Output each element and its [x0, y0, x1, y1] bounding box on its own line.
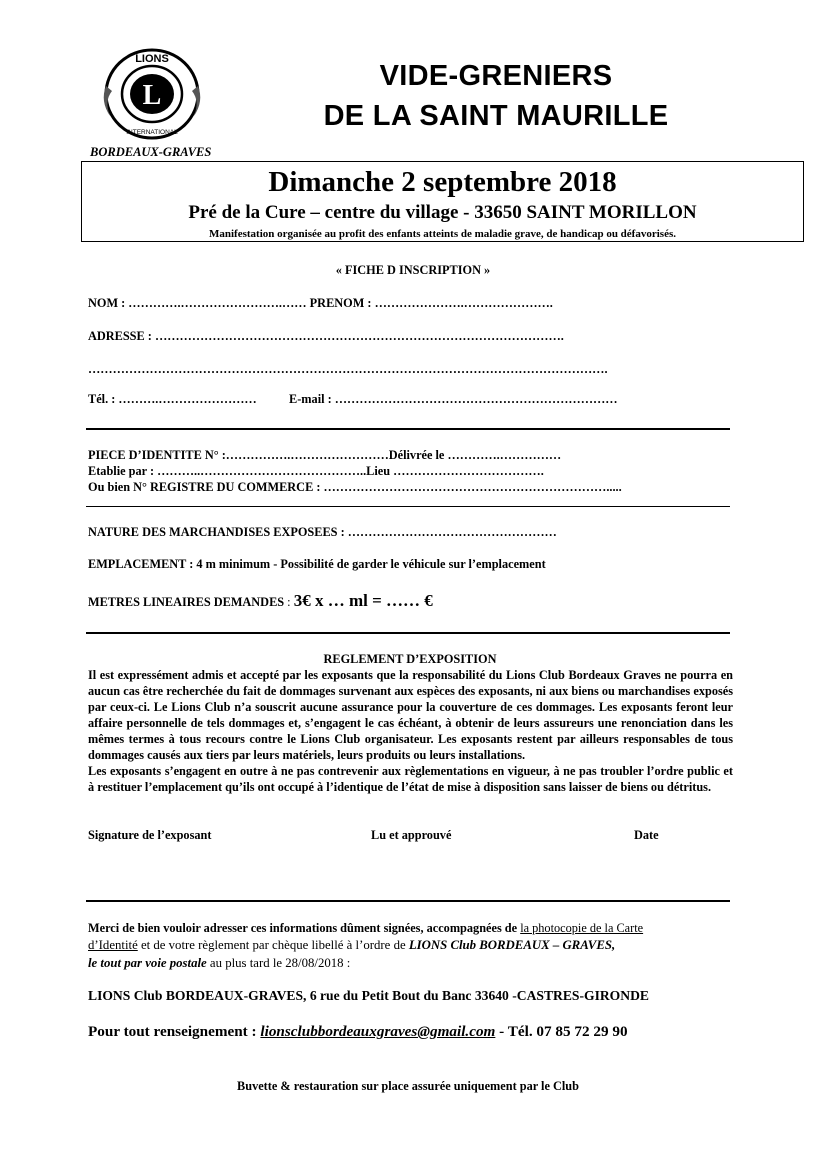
event-info-box [81, 161, 804, 242]
event-purpose: Manifestation organisée au profit des enfants atteints de maladie grave, de handicap ou défavorisés. [209, 228, 676, 240]
form-heading: « FICHE D INSCRIPTION » [335, 263, 491, 277]
divider [86, 428, 730, 430]
reglement-text [88, 667, 733, 795]
logo-letter: L [142, 80, 162, 111]
contact-line [88, 1023, 628, 1041]
nom-prenom-field[interactable]: NOM : ………….…………………….…… PRENOM : ………………….…………………. [88, 296, 553, 310]
renseignement-label: Pour tout renseignement : [88, 1023, 261, 1040]
metres-calculation: 3€ x … ml = …… € [293, 591, 433, 610]
metres-lineaires-field[interactable] [88, 591, 433, 611]
identite-link: d’Identité [88, 938, 138, 952]
lions-international-logo [100, 46, 204, 142]
divider [86, 506, 730, 507]
date-label: Date [634, 828, 659, 842]
event-place: Pré de la Cure – centre du village - 33650 SAINT MORILLON [188, 202, 697, 223]
divider [86, 632, 730, 634]
reglement-title: REGLEMENT D’EXPOSITION [323, 652, 497, 666]
event-date: Dimanche 2 septembre 2018 [268, 166, 617, 198]
carte-identite-link: la photocopie de la Carte [520, 921, 644, 935]
etablie-par-field[interactable]: Etablie par : ………..…………………………………..Lieu ………………………………. [88, 464, 544, 478]
reglement-paragraph-2: Les exposants s’engagent en outre à ne pas contrevenir aux règlementations en vigueur, à ne pas troubler l’ordre public et à restituer l’emplacement qu’ils ont occupé à l’identique de l’état de mise à disposition sans laisser de biens ou détritus. [88, 764, 733, 794]
lu-approuve-label: Lu et approuvé [371, 828, 452, 842]
emplacement-info: EMPLACEMENT : 4 m minimum - Possibilité de garder le véhicule sur l’emplacement [88, 557, 546, 571]
logo-text-top: LIONS [135, 53, 169, 65]
signature-label: Signature de l’exposant [88, 828, 212, 842]
nature-marchandises-field[interactable]: NATURE DES MARCHANDISES EXPOSEES : …………………………………………… [88, 525, 557, 539]
reglement-paragraph-1: Il est expressément admis et accepté par les exposants que la responsabilité du Lions Club Bordeaux Graves ne pourra en aucun cas être recherchée du fait de dommages survenant aux espèces des exposants, ni aux biens ou marchandises exposés par ceux-ci. Le Lions Club n’a souscrit aucune assurance pour la couverture de ces dommages. Les exposants feront leur affaire personnelle de tels dommages et, s’engagent le cas échéant, à obtenir de leurs assureurs une renonciation dans les mêmes termes à tous recours contre le Lions Club organisateur. Les exposants restent par ailleurs responsables de tous dommages causés aux tiers par leurs matériels, leurs produits ou leurs installations. [88, 668, 733, 762]
adresse-field[interactable]: ADRESSE : ………………………………………………………………………………………. [88, 329, 564, 343]
postal-address: LIONS Club BORDEAUX-GRAVES, 6 rue du Petit Bout du Banc 33640 -CASTRES-GIRONDE [88, 988, 649, 1003]
footer-instructions-line1 [88, 921, 643, 936]
page-title-line1: VIDE-GRENIERS [379, 60, 613, 92]
email-field[interactable]: E-mail : …………………………………………………………… [289, 392, 618, 406]
metres-separator: : [284, 595, 294, 609]
metres-label: METRES LINEAIRES DEMANDES [88, 595, 285, 609]
footer-instructions-line3 [88, 956, 350, 971]
divider [86, 900, 730, 902]
tel-field[interactable]: Tél. : ……….…………………… [88, 392, 257, 406]
contact-email-link[interactable]: lionsclubbordeauxgraves@gmail.com [260, 1023, 496, 1040]
page-title-line2: DE LA SAINT MAURILLE [323, 100, 669, 132]
lions-club-order: LIONS Club BORDEAUX – GRAVES, [408, 938, 616, 952]
footer-instructions-line2 [88, 938, 615, 953]
registre-commerce-field[interactable]: Ou bien N° REGISTRE DU COMMERCE : ……………………………………………………………..... [88, 480, 622, 494]
footer-instructions-text: Merci de bien vouloir adresser ces informations dûment signées, accompagnées de [88, 921, 521, 935]
deadline-text: au plus tard le 28/08/2018 : [206, 956, 351, 970]
piece-identite-field[interactable]: PIECE D’IDENTITE N° :…………….……………………Délivrée le ………….…………… [88, 448, 562, 462]
contact-phone: - Tél. 07 85 72 29 90 [495, 1023, 628, 1040]
adresse-line2-field[interactable]: ………………………………………………………………………………………………………………. [88, 362, 608, 376]
reglement-cheque-text: et de votre règlement par chèque libellé à l’ordre de [137, 938, 409, 952]
logo-text-bottom: INTERNATIONAL [126, 129, 178, 136]
voie-postale-text: le tout par voie postale [88, 956, 207, 970]
buvette-note: Buvette & restauration sur place assurée uniquement par le Club [237, 1079, 579, 1093]
club-name: BORDEAUX-GRAVES [90, 145, 212, 159]
